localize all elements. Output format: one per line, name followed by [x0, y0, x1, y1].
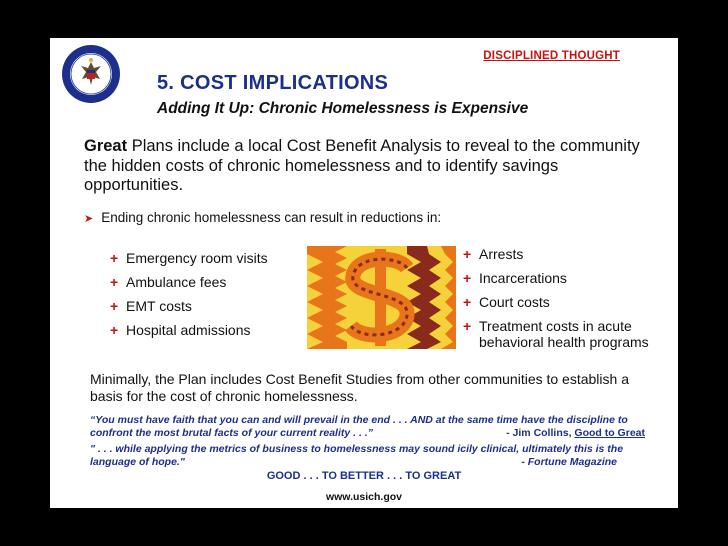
plus-icon: +: [463, 318, 472, 334]
list-item: + Arrests: [463, 246, 524, 262]
list-item: + EMT costs: [110, 298, 192, 314]
slide-title: 5. COST IMPLICATIONS: [157, 72, 389, 94]
list-item: + Incarcerations: [463, 270, 567, 286]
plus-icon: +: [110, 274, 119, 290]
intro-text: Plans include a local Cost Benefit Analysis to reveal to the community the hidden costs of chronic homelessness and to identify savings opportunities.: [84, 137, 640, 194]
collins-quote-text: “You must have faith that you can and will prevail in the end . . . AND at the same time have the discipline to confront the most brutal facts of your current reality . . .”: [90, 414, 628, 439]
collins-quote: [90, 414, 655, 440]
slide: [50, 38, 678, 508]
usich-seal-icon: [61, 44, 121, 104]
arrow-bullet-icon: ➤: [84, 213, 94, 225]
plus-icon: +: [110, 250, 119, 266]
collins-attribution: - Jim Collins, Good to Great: [506, 427, 645, 439]
list-item: + Ambulance fees: [110, 274, 227, 290]
fortune-quote: [90, 443, 655, 469]
book-title: Good to Great: [574, 427, 645, 439]
motto: GOOD . . . TO BETTER . . . TO GREAT: [266, 470, 462, 482]
plus-icon: +: [110, 298, 119, 314]
plus-icon: +: [463, 270, 472, 286]
plus-icon: +: [463, 294, 472, 310]
plus-icon: +: [463, 246, 472, 262]
minimal-paragraph: Minimally, the Plan includes Cost Benefit Studies from other communities to establish a basis for the cost of chronic homelessness.: [90, 371, 629, 404]
fortune-quote-text: " . . . while applying the metrics of business to homelessness may sound icily clinical, ultimately this is the language of hope.": [90, 443, 624, 468]
slide-subtitle: Adding It Up: Chronic Homelessness is Expensive: [157, 100, 529, 117]
list-item: + Court costs: [463, 294, 550, 310]
intro-lead: Great: [84, 137, 128, 155]
dollar-sign-graphic: [307, 246, 456, 349]
website-link[interactable]: www.usich.gov: [325, 491, 403, 503]
fortune-attribution: - Fortune Magazine: [521, 456, 617, 468]
right-reductions-list: [463, 246, 669, 358]
list-item: + Treatment costs in acute behavioral health programs: [463, 318, 649, 350]
reductions-text: Ending chronic homelessness can result in reductions in:: [101, 210, 442, 225]
plus-icon: +: [110, 322, 119, 338]
list-item: + Hospital admissions: [110, 322, 251, 338]
intro-paragraph: [84, 137, 654, 196]
section-tag: DISCIPLINED THOUGHT: [483, 50, 620, 62]
list-item: + Emergency room visits: [110, 250, 268, 266]
left-reductions-list: [110, 250, 268, 346]
reductions-bullet: [84, 210, 441, 225]
